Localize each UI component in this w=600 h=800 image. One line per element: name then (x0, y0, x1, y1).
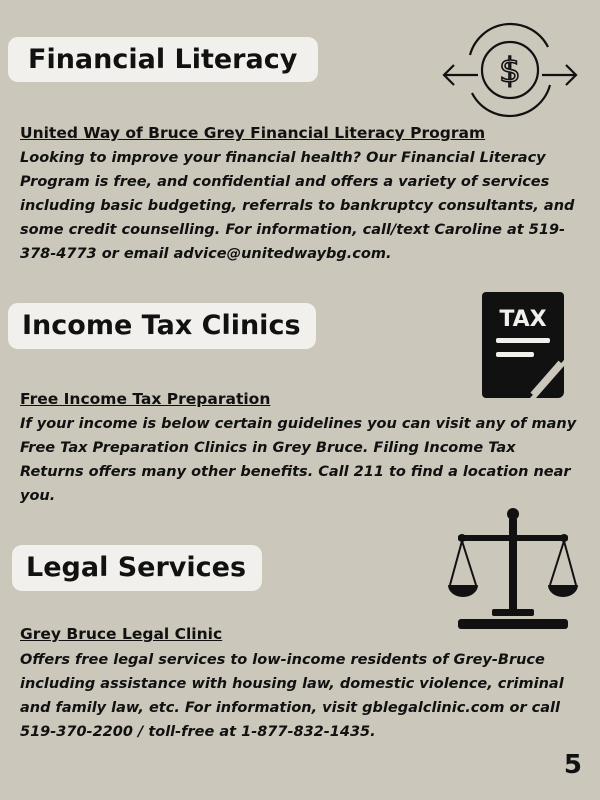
legal-clinic-body: Offers free legal services to low-income residents of Grey-Bruce including assistance with housing law, domestic violence, criminal and family law, etc. For information, visit gblegalclinic.com or call 519-370-2200 / toll-free at 1-877-832-1435. (20, 652, 564, 740)
income-tax-body: If your income is below certain guidelines you can visit any of many Free Tax Preparation Clinics in Grey Bruce. Filing Income Tax Returns offers many other benefits. Call 211 to find a location near you. (20, 416, 577, 504)
dollar-cycle-icon (440, 15, 580, 125)
income-tax-heading: Free Income Tax Preparation (20, 390, 271, 408)
legal-services-title: Legal Services (12, 545, 262, 591)
scales-of-justice-icon (448, 505, 578, 633)
page-number: 5 (563, 750, 582, 780)
financial-literacy-title: Financial Literacy (8, 37, 318, 82)
svg-text:$: $ (499, 51, 521, 91)
tax-document-icon (480, 288, 566, 402)
legal-clinic-heading: Grey Bruce Legal Clinic (20, 625, 223, 643)
financial-literacy-body: Looking to improve your financial health? Our Financial Literacy Program is free, and confidential and offers a variety of services including basic budgeting, referrals to bankruptcy consultants, and some credit counselling. For information, call/text Caroline at 519-378-4773 or email advice@unitedwaybg.com. (20, 150, 575, 262)
income-tax-clinics-title: Income Tax Clinics (8, 303, 316, 349)
tax-icon-label: TAX (499, 307, 547, 332)
financial-literacy-heading: United Way of Bruce Grey Financial Literacy Program (20, 124, 486, 142)
